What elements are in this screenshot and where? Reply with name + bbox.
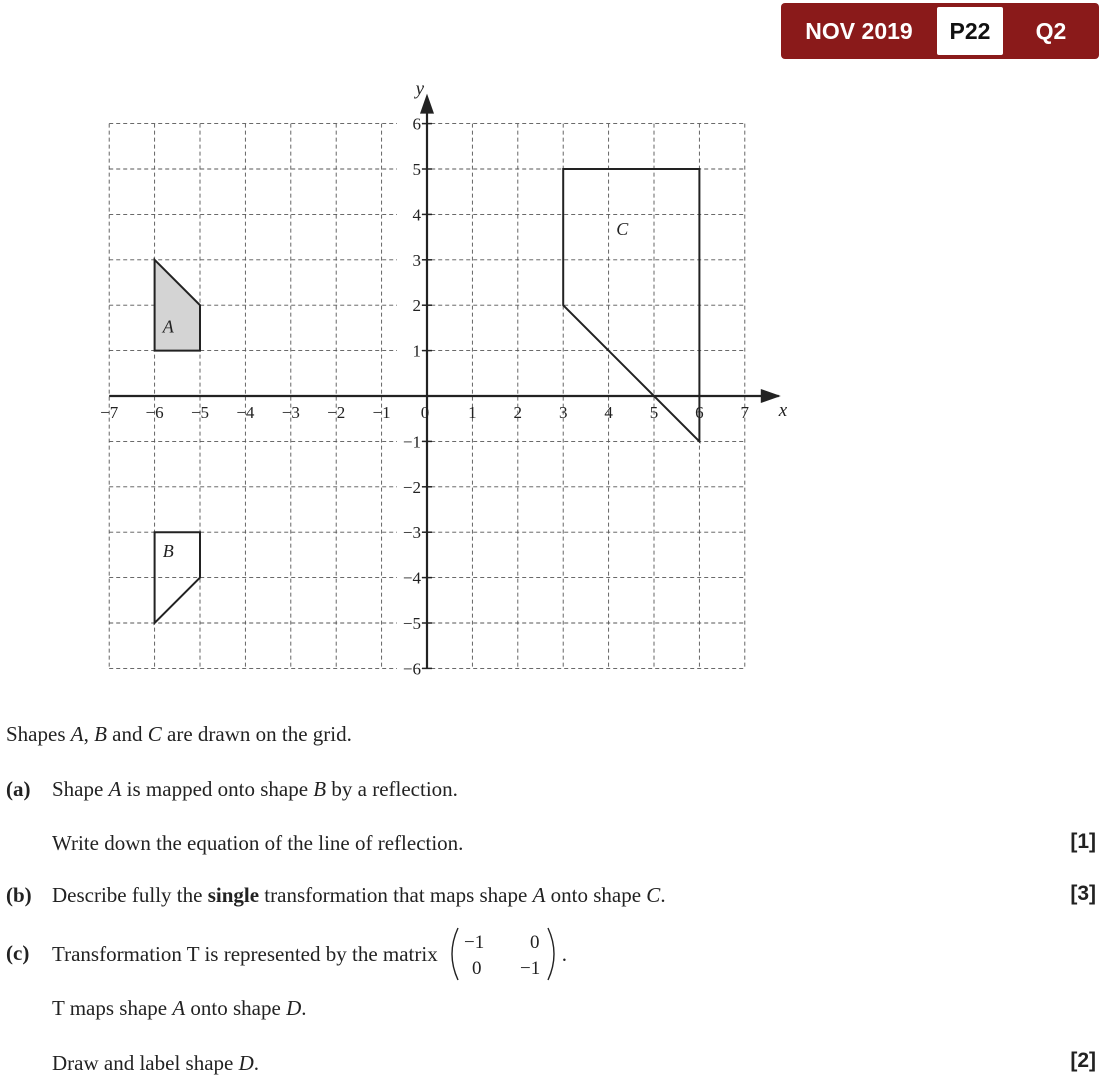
part-c-line1: Transformation T is represented by the matrix −1 0 0 −1 .	[52, 926, 567, 982]
x-axis-label: x	[778, 400, 788, 421]
x-tick-label: 6	[695, 403, 704, 422]
y-tick-label: 4	[412, 205, 421, 225]
y-tick-label: 5	[412, 160, 421, 179]
x-tick-label: −4	[236, 403, 255, 422]
part-b-label: (b)	[6, 883, 32, 907]
x-tick-label: 4	[604, 403, 613, 422]
part-b-text: Describe fully the single transformation that maps shape A onto shape C.	[52, 883, 666, 907]
shape-label-b: B	[162, 541, 174, 562]
y-tick-label: −1	[402, 432, 421, 452]
shape-label-a: A	[162, 316, 174, 337]
x-tick-label: 2	[513, 403, 523, 422]
part-c-marks: [2]	[1070, 1049, 1096, 1072]
x-tick-label: 0	[420, 403, 430, 422]
part-c-line2: T maps shape A onto shape D.	[52, 996, 307, 1020]
y-axis-label: y	[415, 78, 424, 100]
matrix-a12: 0	[529, 932, 540, 953]
part-c-label: (c)	[6, 941, 30, 965]
part-a-line2: Write down the equation of the line of reflection.	[52, 831, 464, 855]
part-c-line3: Draw and label shape D.	[52, 1051, 260, 1075]
x-tick-label: 7	[740, 403, 750, 422]
question-label: Q2	[1035, 17, 1067, 44]
x-tick-label: 1	[468, 403, 477, 422]
y-tick-label: 1	[412, 341, 421, 361]
x-tick-label: 5	[649, 403, 659, 422]
x-axis-arrow	[761, 389, 781, 403]
y-tick-label: −3	[402, 523, 421, 543]
x-tick-label: 3	[558, 403, 568, 422]
x-tick-label: −2	[327, 403, 346, 422]
y-tick-label: 2	[412, 296, 421, 316]
y-tick-label: −2	[402, 477, 421, 497]
x-tick-label: −5	[190, 403, 210, 422]
x-tick-label: −1	[372, 403, 391, 422]
session-label: NOV 2019	[805, 17, 913, 44]
paper-label: P22	[937, 7, 1003, 55]
matrix-a11: −1	[463, 932, 484, 953]
x-tick-label: −6	[145, 403, 164, 422]
matrix-a22: −1	[519, 958, 540, 979]
x-tick-label: −3	[281, 403, 300, 422]
y-tick-label: −5	[402, 614, 421, 633]
y-tick-label: −6	[402, 659, 421, 679]
transformation-matrix	[444, 926, 562, 982]
y-tick-label: −4	[402, 568, 421, 588]
y-tick-label: 6	[412, 114, 421, 134]
part-a-marks: [1]	[1070, 830, 1096, 853]
matrix-a21: 0	[471, 958, 482, 979]
y-tick-label: 3	[412, 250, 421, 270]
intro-text: Shapes A, B and C are drawn on the grid.	[6, 722, 352, 746]
shape-label-c: C	[616, 218, 629, 239]
part-b-marks: [3]	[1070, 882, 1096, 905]
x-tick-label: −7	[100, 403, 119, 422]
part-a-label: (a)	[6, 777, 31, 801]
part-a-line1: Shape A is mapped onto shape B by a reflection.	[52, 777, 458, 801]
shape-a	[155, 260, 200, 351]
